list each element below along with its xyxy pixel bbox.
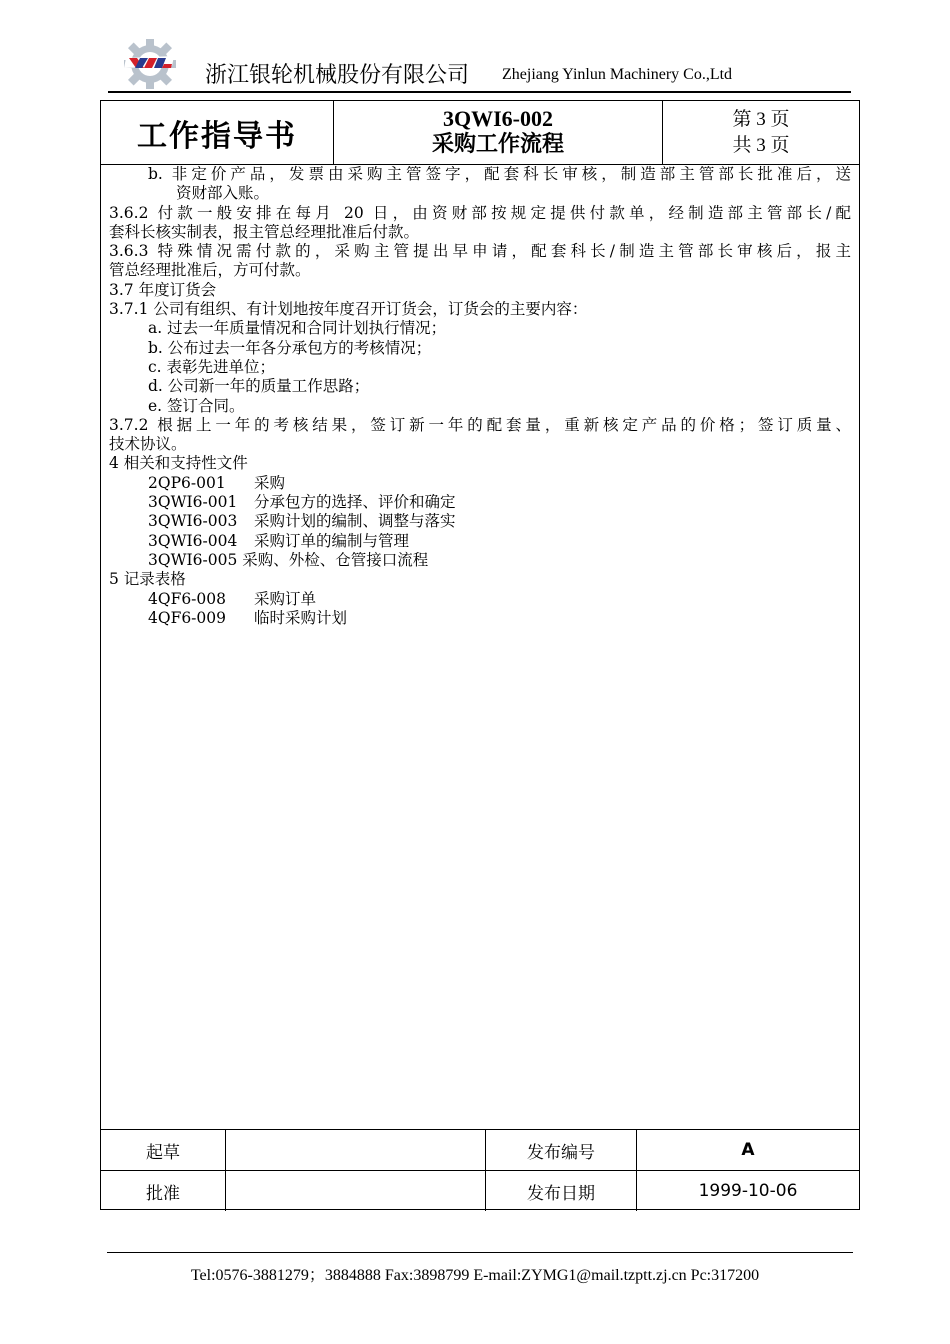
- header-divider: [108, 91, 851, 93]
- draft-label: 起草: [101, 1130, 226, 1171]
- page-info: [663, 101, 859, 164]
- related-doc-name: 采购订单的编制与管理: [254, 531, 410, 550]
- para-3-7-1: 3.7.1 公司有组织、有计划地按年度召开订货会，订货会的主要内容：: [109, 300, 588, 319]
- page-total: 共 3 页: [732, 135, 790, 156]
- approve-value: [226, 1171, 486, 1212]
- document-body: [109, 165, 851, 628]
- release-number-value: A: [637, 1130, 860, 1171]
- related-doc-row: [109, 532, 851, 551]
- table-row: [101, 1130, 859, 1171]
- footer-contact: Tel:0576-3881279；3884888 Fax:3898799 E-mail:ZYMG1@mail.tzptt.zj.cn Pc:317200: [190, 1267, 760, 1284]
- record-code: 4QF6-008: [148, 589, 227, 608]
- page-header: [0, 0, 950, 100]
- approve-label: 批准: [101, 1171, 226, 1212]
- footer-divider: [107, 1252, 853, 1253]
- document-code: 3QWI6-002: [443, 106, 553, 131]
- section-5-heading: 5 记录表格: [109, 570, 186, 589]
- related-doc-row: [109, 474, 851, 493]
- company-name-en: Zhejiang Yinlun Machinery Co.,Ltd: [502, 66, 733, 83]
- release-number-label: 发布编号: [486, 1130, 637, 1171]
- list-item: b. 公布过去一年各分承包方的考核情况；: [148, 338, 432, 357]
- para-3-6-2-line2: 套科长核实制表，报主管总经理批准后付款。: [109, 222, 420, 241]
- para-3-6-2-line1: 3.6.2 付款一般安排在每月 20 日，由资财部按规定提供付款单，经制造部主管部长/配: [109, 203, 851, 222]
- related-doc-row: [109, 493, 851, 512]
- document-title-block: [334, 101, 663, 164]
- para-3-6-3-line1: 3.6.3 特殊情况需付款的，采购主管提出早申请，配套科长/制造主管部长审核后，报主: [109, 242, 851, 261]
- record-code: 4QF6-009: [148, 608, 227, 627]
- record-name: 临时采购计划: [254, 608, 348, 627]
- record-name: 采购订单: [254, 589, 317, 608]
- para-3-7-2-line1: 3.7.2 根据上一年的考核结果，签订新一年的配套量，重新核定产品的价格；签订质量、: [109, 415, 851, 434]
- related-doc-row: [109, 512, 851, 531]
- draft-value: [226, 1130, 486, 1171]
- company-name-cn: 浙江银轮机械股份有限公司: [205, 63, 470, 88]
- related-doc-row: 3QWI6-005 采购、外检、仓管接口流程: [148, 550, 429, 569]
- para-3-6-3-line2: 管总经理批准后，方可付款。: [109, 261, 311, 280]
- related-doc-name: 采购: [254, 473, 286, 492]
- release-date-value: 1999-10-06: [637, 1171, 860, 1212]
- record-row: [109, 609, 851, 628]
- item-b-line2: 资财部入账。: [176, 184, 270, 203]
- table-row: [101, 1171, 859, 1212]
- related-doc-code: 3QWI6-001: [148, 493, 238, 512]
- related-doc-code: 2QP6-001: [148, 473, 226, 492]
- signoff-table: [101, 1129, 859, 1211]
- related-doc-code: 3QWI6-003: [148, 512, 238, 531]
- list-item: e. 签订合同。: [148, 396, 245, 415]
- section-3-7-heading: 3.7 年度订货会: [109, 280, 217, 299]
- document-frame: [100, 100, 860, 1210]
- title-row: [101, 101, 859, 165]
- document-type-title: 工作指导书: [101, 101, 334, 164]
- item-b-line1: b. 非定价产品，发票由采购主管签字，配套科长审核，制造部主管部长批准后，送: [148, 165, 851, 183]
- section-4-heading: 4 相关和支持性文件: [109, 454, 248, 473]
- page-number: 第 3 页: [732, 109, 790, 130]
- company-logo-gear-icon: [122, 38, 178, 90]
- list-item: c. 表彰先进单位；: [148, 357, 276, 376]
- related-doc-name: 采购计划的编制、调整与落实: [254, 512, 456, 531]
- related-doc-name: 分承包方的选择、评价和确定: [254, 493, 456, 512]
- para-3-7-2-line2: 技术协议。: [109, 435, 187, 454]
- related-doc-code: 3QWI6-004: [148, 531, 238, 550]
- document-name: 采购工作流程: [431, 132, 564, 157]
- release-date-label: 发布日期: [486, 1171, 637, 1212]
- list-item: a. 过去一年质量情况和合同计划执行情况；: [148, 319, 447, 338]
- list-item: d. 公司新一年的质量工作思路；: [148, 377, 370, 396]
- record-row: [109, 590, 851, 609]
